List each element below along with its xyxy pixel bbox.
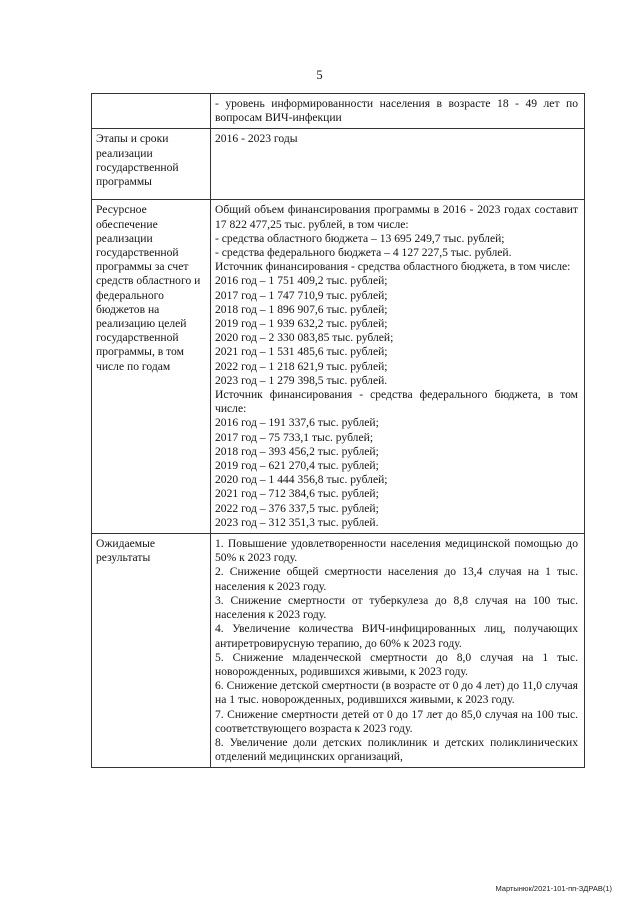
row-text-funding	[211, 200, 585, 534]
funding-line: 2018 год – 393 456,2 тыс. рублей;	[215, 444, 379, 458]
funding-line: - средства областного бюджета – 13 695 249,7 тыс. рублей;	[215, 231, 505, 245]
result-item: 3. Снижение смертности от туберкулеза до 8,8 случая на 100 тыс. населения к 2023 году.	[215, 593, 578, 622]
row-text-results	[211, 534, 585, 768]
funding-line: Источник финансирования - средства федерального бюджета, в том числе:	[215, 388, 578, 416]
row-text-hiv-awareness: - уровень информированности населения в возрасте 18 - 49 лет по вопросам ВИЧ-инфекции	[211, 94, 585, 129]
funding-line: 2023 год – 1 279 398,5 тыс. рублей.	[215, 373, 388, 387]
funding-line: 2021 год – 712 384,6 тыс. рублей;	[215, 487, 379, 501]
funding-line: 2016 год – 1 751 409,2 тыс. рублей;	[215, 274, 388, 288]
funding-line: Общий объем финансирования программы в 2016 - 2023 годах составит 17 822 477,25 тыс. рублей, в том числе:	[215, 203, 578, 231]
funding-line: 2020 год – 1 444 356,8 тыс. рублей;	[215, 473, 388, 487]
row-label-results: Ожидаемые результаты	[92, 534, 211, 768]
result-item: 6. Снижение детской смертности (в возрасте от 0 до 4 лет) до 11,0 случая на 1 тыс. новорожденных, родившихся живыми, к 2023 году.	[215, 679, 578, 707]
footer-document-code: Мартынюк/2021-101-пп-ЗДРАВ(1)	[495, 884, 612, 893]
row-label-empty	[92, 94, 211, 129]
funding-line: 2018 год – 1 896 907,6 тыс. рублей;	[215, 302, 388, 316]
result-item: 8. Увеличение доли детских поликлиник и детских поликлинических отделений медицинских организаций,	[215, 735, 578, 764]
funding-line: 2022 год – 1 218 621,9 тыс. рублей;	[215, 359, 388, 373]
funding-line: 2022 год – 376 337,5 тыс. рублей;	[215, 501, 379, 515]
table-row-results	[92, 534, 585, 768]
table-row-stages	[92, 129, 585, 200]
result-item: 1. Повышение удовлетворенности населения медицинской помощью до 50% к 2023 году.	[215, 537, 578, 565]
funding-line: 2017 год – 75 733,1 тыс. рублей;	[215, 430, 374, 444]
result-item: 5. Снижение младенческой смертности до 8,0 случая на 1 тыс. новорожденных, родившихся живыми, к 2023 году.	[215, 650, 578, 678]
table-row-continuation	[92, 94, 585, 129]
funding-line: - средства федерального бюджета – 4 127 227,5 тыс. рублей.	[215, 246, 512, 260]
row-label-funding: Ресурсное обеспечение реализации государственной программы за счет средств областного и федерального бюджетов на реализацию целей государственной программы, в том числе по годам	[92, 200, 211, 534]
result-item: 7. Снижение смертности детей от 0 до 17 лет до 85,0 случая на 100 тыс. соответствующего возраста к 2023 году.	[215, 707, 578, 735]
funding-line: 2019 год – 621 270,4 тыс. рублей;	[215, 459, 379, 473]
row-text-stages: 2016 - 2023 годы	[211, 129, 585, 200]
funding-line: 2017 год – 1 747 710,9 тыс. рублей;	[215, 288, 388, 302]
table-row-funding	[92, 200, 585, 534]
result-item: 4. Увеличение количества ВИЧ-инфицированных лиц, получающих антиретровирусную терапию, до 60% к 2023 году.	[215, 622, 578, 650]
program-passport-table	[91, 93, 585, 768]
funding-line: 2020 год – 2 330 083,85 тыс. рублей;	[215, 331, 394, 345]
funding-line: 2021 год – 1 531 485,6 тыс. рублей;	[215, 345, 388, 359]
funding-line: 2016 год – 191 337,6 тыс. рублей;	[215, 416, 379, 430]
funding-line: 2019 год – 1 939 632,2 тыс. рублей;	[215, 317, 388, 331]
result-item: 2. Снижение общей смертности населения до 13,4 случая на 1 тыс. населения к 2023 году.	[215, 565, 578, 593]
row-label-stages: Этапы и сроки реализации государственной программы	[92, 129, 211, 200]
funding-line: 2023 год – 312 351,3 тыс. рублей.	[215, 515, 379, 529]
page-number: 5	[316, 68, 323, 82]
funding-line: Источник финансирования - средства областного бюджета, в том числе:	[215, 260, 571, 274]
